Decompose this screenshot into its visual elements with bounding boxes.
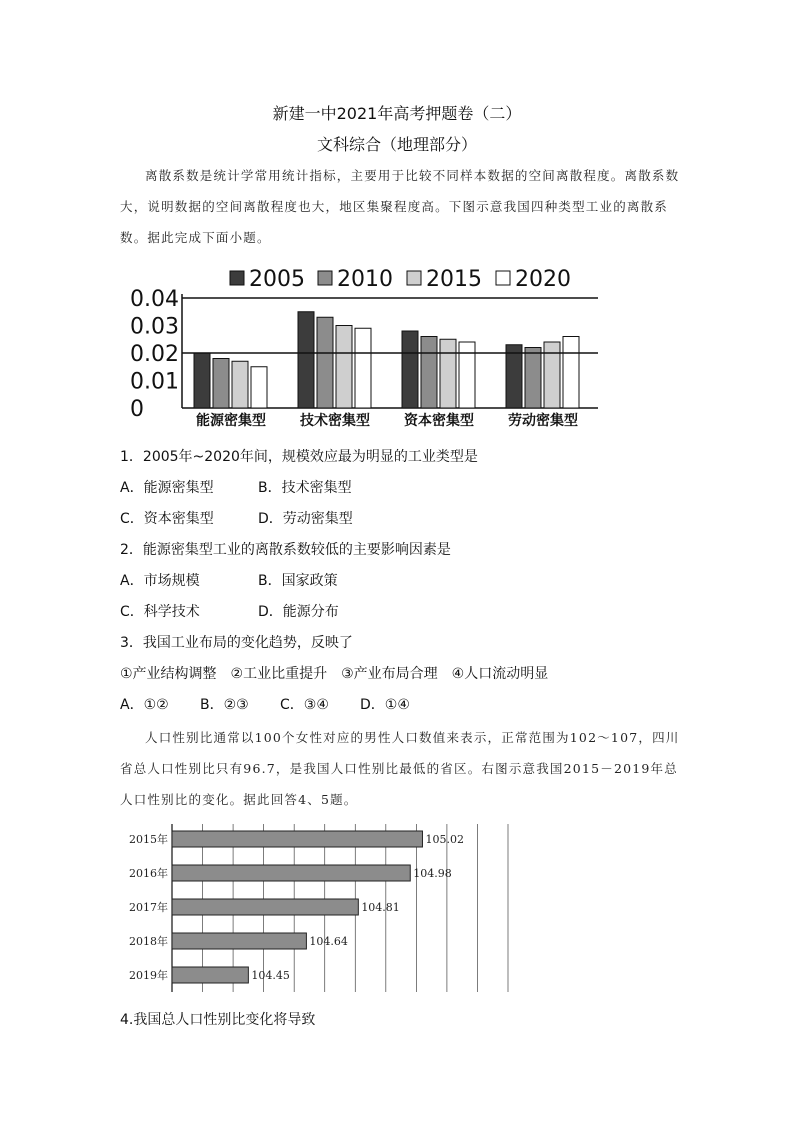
q2-option-b[interactable]: B．国家政策 (258, 573, 338, 589)
category-label: 2019年 (129, 969, 168, 982)
value-label: 104.98 (413, 867, 452, 880)
y-tick-label: 0.01 (130, 369, 179, 395)
bar-4 (172, 967, 248, 983)
category-label: 2017年 (129, 901, 168, 914)
bar-2010-0 (213, 359, 229, 409)
bar-1 (172, 865, 410, 881)
value-label: 104.64 (309, 935, 348, 948)
category-label: 能源密集型 (196, 413, 266, 429)
bar-2010-3 (525, 348, 541, 409)
bar-2020-1 (355, 328, 371, 408)
q1-option-a[interactable]: A．能源密集型 (120, 480, 214, 496)
bar-2015-0 (232, 361, 248, 408)
q3-option-b[interactable]: B．②③ (200, 697, 249, 713)
category-label: 2018年 (129, 935, 168, 948)
page-subtitle: 文科综合（地理部分） (316, 135, 477, 154)
bar-3 (172, 933, 306, 949)
q2-option-c[interactable]: C．科学技术 (120, 604, 200, 620)
legend-label-2010: 2010 (337, 267, 393, 292)
q3-option-c[interactable]: C．③④ (280, 697, 329, 713)
q1-option-c[interactable]: C．资本密集型 (120, 511, 214, 527)
bar-2010-2 (421, 337, 437, 409)
value-label: 104.45 (251, 969, 290, 982)
legend-label-2020: 2020 (515, 267, 571, 292)
page-title: 新建一中2021年高考押题卷（二） (272, 104, 522, 123)
bar-0 (172, 831, 422, 847)
y-tick-label: 0.02 (130, 342, 179, 367)
bar-2005-3 (506, 345, 522, 408)
bar-2015-1 (336, 326, 352, 409)
q2-option-a[interactable]: A．市场规模 (120, 573, 200, 589)
legend-swatch-2005 (230, 271, 244, 285)
value-label: 105.02 (425, 833, 464, 846)
question-4-stem: 4.我国总人口性别比变化将导致 (120, 1012, 316, 1028)
legend-label-2005: 2005 (249, 267, 305, 292)
y-tick-label: 0.03 (130, 314, 179, 340)
q2-option-d[interactable]: D．能源分布 (258, 604, 339, 620)
category-label: 2015年 (129, 833, 168, 846)
value-label: 104.81 (361, 901, 400, 914)
intro-paragraph-2: 人口性别比通常以100个女性对应的男性人口数值来表示，正常范围为102～107，四川省总人口性别比只有96.7，是我国人口性别比最低的省区。右图示意我国2015－2019年总人口性别比的变化。据此回答4、5题。 (120, 730, 680, 807)
category-label: 技术密集型 (300, 413, 370, 429)
question-3-stem: 3．我国工业布局的变化趋势，反映了 (120, 635, 353, 651)
bar-2005-0 (194, 353, 210, 408)
bar-2020-3 (563, 337, 579, 409)
y-tick-label: 0 (130, 397, 144, 422)
q3-option-d[interactable]: D．①④ (360, 697, 410, 713)
dispersion-bar-chart (120, 262, 610, 434)
q1-option-b[interactable]: B．技术密集型 (258, 480, 352, 496)
sex-ratio-bar-chart (118, 820, 518, 996)
bar-2015-3 (544, 342, 560, 408)
y-tick-label: 0.04 (130, 287, 179, 312)
category-label: 劳动密集型 (508, 413, 578, 429)
bar-2005-1 (298, 312, 314, 408)
q3-statement-list: ①产业结构调整 ②工业比重提升 ③产业布局合理 ④人口流动明显 (120, 666, 549, 682)
legend-label-2015: 2015 (426, 267, 482, 292)
legend-swatch-2010 (318, 271, 332, 285)
bar-2020-2 (459, 342, 475, 408)
question-2-stem: 2．能源密集型工业的离散系数较低的主要影响因素是 (120, 542, 451, 558)
bar-2015-2 (440, 339, 456, 408)
question-1-stem: 1．2005年~2020年间，规模效应最为明显的工业类型是 (120, 449, 478, 465)
intro-paragraph-1: 离散系数是统计学常用统计指标，主要用于比较不同样本数据的空间离散程度。离散系数大，说明数据的空间离散程度也大，地区集聚程度高。下图示意我国四种类型工业的离散系数。据此完成下面小题。 (120, 168, 680, 245)
legend-swatch-2015 (407, 271, 421, 285)
bar-2005-2 (402, 331, 418, 408)
q3-option-a[interactable]: A．①② (120, 697, 169, 713)
category-label: 2016年 (129, 867, 168, 880)
legend-swatch-2020 (496, 271, 510, 285)
bar-2 (172, 899, 358, 915)
q1-option-d[interactable]: D．劳动密集型 (258, 511, 353, 527)
category-label: 资本密集型 (404, 413, 474, 429)
bar-2010-1 (317, 317, 333, 408)
bar-2020-0 (251, 367, 267, 408)
